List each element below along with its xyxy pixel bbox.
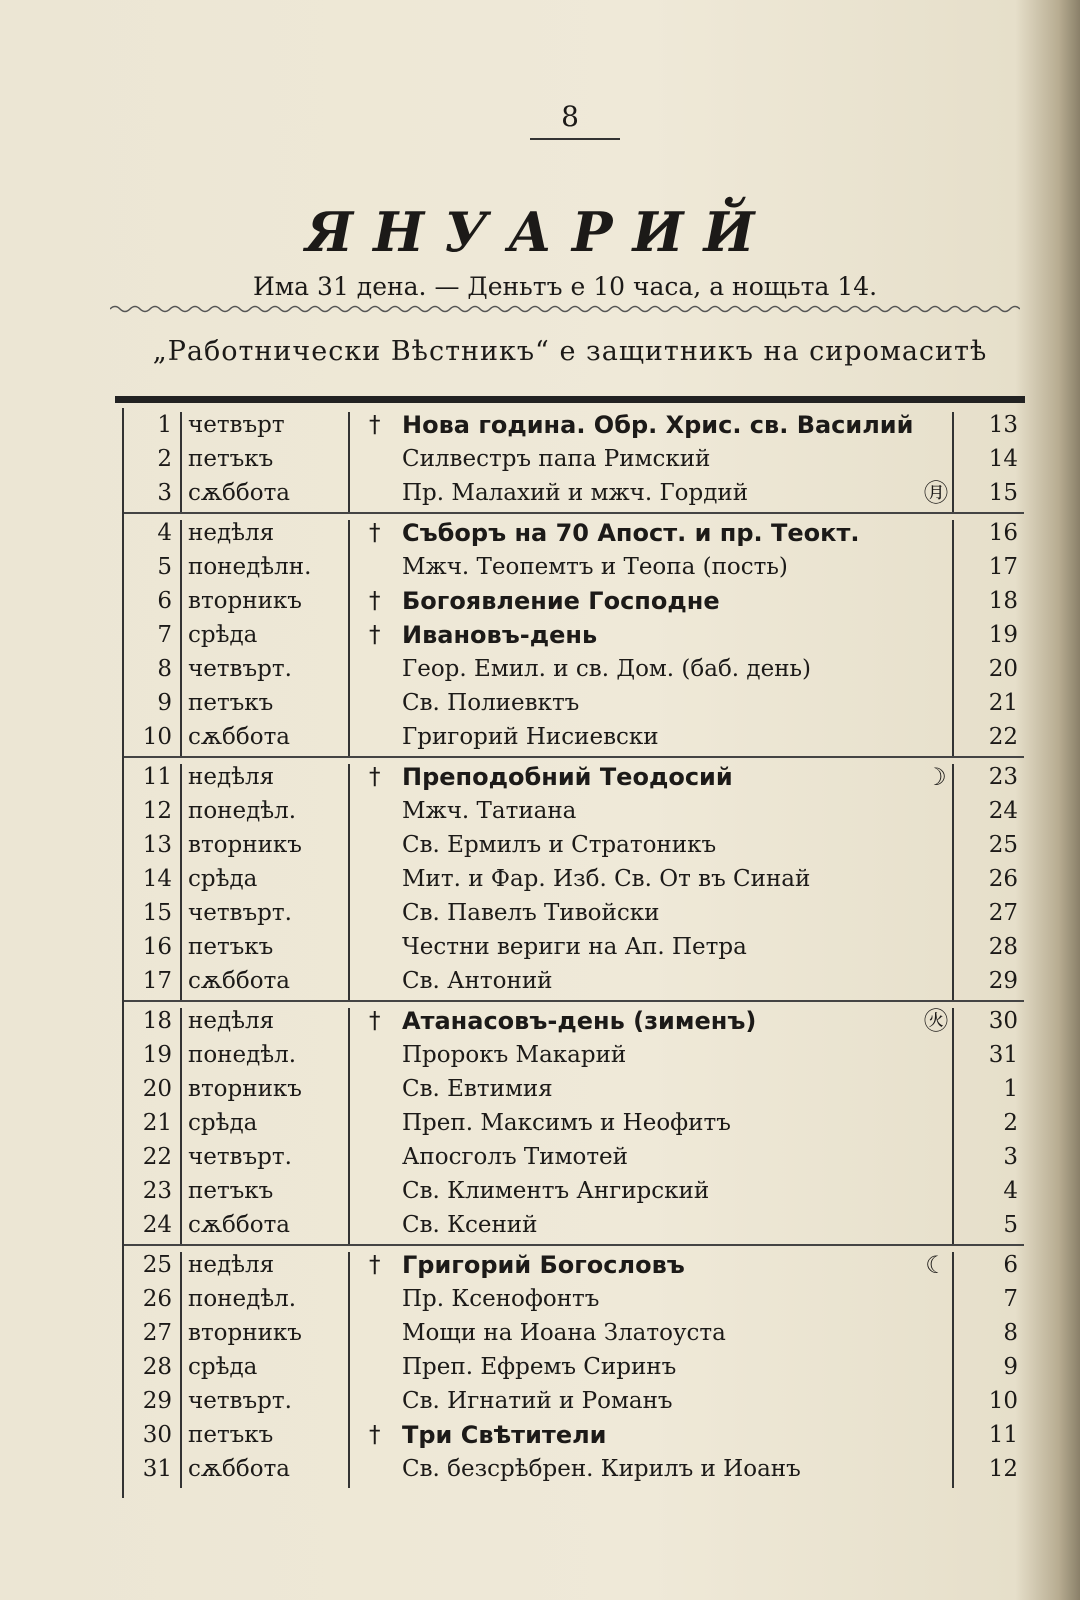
calendar-row — [124, 618, 1024, 652]
old-style-date: 17 — [988, 554, 1018, 580]
old-style-date: 5 — [1003, 1212, 1018, 1238]
calendar-row — [124, 652, 1024, 686]
weekday: вторникъ — [188, 1320, 302, 1346]
old-style-date: 3 — [1003, 1144, 1018, 1170]
weekday: вторникъ — [188, 1076, 302, 1102]
saint-event: Св. безсрѣбрен. Кирилъ и Иоанъ — [402, 1456, 801, 1482]
day-number: 1 — [157, 412, 172, 438]
feast-cross: † — [369, 588, 381, 614]
weekday: сѫббота — [188, 480, 291, 506]
feast-cross: † — [369, 412, 381, 438]
saint-event: Мжч. Татиана — [402, 798, 577, 824]
saint-event: Ивановъ-день — [402, 621, 598, 649]
day-number: 10 — [142, 724, 172, 750]
weekday: понедѣл. — [188, 1286, 297, 1312]
feast-cross: † — [369, 1422, 381, 1448]
day-number: 27 — [142, 1320, 172, 1346]
slogan: „Работнически Вѣстникъ“ е защитникъ на сиромаситѣ — [152, 336, 988, 367]
week-separator — [124, 756, 1024, 758]
old-style-date: 30 — [988, 1008, 1018, 1034]
saint-event: Св. Евтимия — [402, 1076, 553, 1102]
saint-event: Апосголъ Тимотей — [402, 1144, 629, 1170]
weekday: недѣля — [188, 520, 275, 546]
weekday: сѫббота — [188, 968, 291, 994]
old-style-date: 26 — [988, 866, 1018, 892]
calendar-row — [124, 1106, 1024, 1140]
weekday: четвърт. — [188, 900, 292, 926]
calendar-row — [124, 1418, 1024, 1452]
moon-phase-icon: ☾ — [925, 1251, 947, 1279]
calendar-row — [124, 1452, 1024, 1486]
old-style-date: 4 — [1003, 1178, 1018, 1204]
saint-event: Богоявление Господне — [402, 587, 720, 615]
saint-event: Три Свѣтители — [402, 1421, 607, 1449]
day-number: 23 — [142, 1178, 172, 1204]
day-number: 16 — [142, 934, 172, 960]
old-style-date: 2 — [1003, 1110, 1018, 1136]
weekday: вторникъ — [188, 832, 302, 858]
old-style-date: 29 — [988, 968, 1018, 994]
page-number: 8 — [561, 100, 579, 133]
week-separator — [124, 1244, 1024, 1246]
week-separator — [124, 512, 1024, 514]
old-style-date: 15 — [988, 480, 1018, 506]
calendar-row — [124, 442, 1024, 476]
day-number: 18 — [142, 1008, 172, 1034]
month-subtitle: Има 31 дена. — Деньтъ е 10 часа, а нощьта 14. — [252, 272, 878, 301]
weekday-divider — [180, 1252, 182, 1488]
day-number: 13 — [142, 832, 172, 858]
old-style-date: 28 — [988, 934, 1018, 960]
saint-event: Св. Климентъ Ангирский — [402, 1178, 710, 1204]
day-number: 6 — [157, 588, 172, 614]
weekday: петъкъ — [188, 934, 274, 960]
weekday: понедѣл. — [188, 1042, 297, 1068]
old-style-date: 13 — [988, 412, 1018, 438]
day-number: 19 — [142, 1042, 172, 1068]
day-number: 11 — [142, 764, 172, 790]
saint-event: Григорий Нисиевски — [402, 724, 659, 750]
day-number: 15 — [142, 900, 172, 926]
saint-event: Св. Игнатий и Романъ — [402, 1388, 673, 1414]
feast-cross: † — [369, 1008, 381, 1034]
saint-event: Св. Полиевктъ — [402, 690, 580, 716]
saint-event: Св. Ермилъ и Стратоникъ — [402, 832, 717, 858]
weekday-divider — [180, 412, 182, 512]
day-number: 20 — [142, 1076, 172, 1102]
saint-event: Честни вериги на Ап. Петра — [402, 934, 747, 960]
calendar-row — [124, 1038, 1024, 1072]
wavy-divider — [110, 302, 1020, 316]
feast-cross: † — [369, 520, 381, 546]
date-divider — [952, 1008, 954, 1244]
calendar-row — [124, 862, 1024, 896]
day-number: 2 — [157, 446, 172, 472]
day-number: 25 — [142, 1252, 172, 1278]
old-style-date: 25 — [988, 832, 1018, 858]
event-divider — [348, 1008, 350, 1244]
saint-event: Мжч. Теопемтъ и Теопа (пость) — [402, 554, 788, 580]
weekday: недѣля — [188, 1252, 275, 1278]
calendar-row — [124, 760, 1024, 794]
old-style-date: 27 — [988, 900, 1018, 926]
old-style-date: 12 — [988, 1456, 1018, 1482]
day-number: 28 — [142, 1354, 172, 1380]
weekday: петъкъ — [188, 690, 274, 716]
saint-event: Григорий Богословъ — [402, 1251, 685, 1279]
old-style-date: 10 — [988, 1388, 1018, 1414]
weekday: петъкъ — [188, 1422, 274, 1448]
saint-event: Нова година. Обр. Хрис. св. Василий — [402, 411, 914, 439]
date-divider — [952, 1252, 954, 1488]
weekday: вторникъ — [188, 588, 302, 614]
day-number: 3 — [157, 480, 172, 506]
calendar-row — [124, 476, 1024, 510]
old-style-date: 20 — [988, 656, 1018, 682]
old-style-date: 6 — [1003, 1252, 1018, 1278]
weekday: петъкъ — [188, 1178, 274, 1204]
day-number: 14 — [142, 866, 172, 892]
old-style-date: 23 — [988, 764, 1018, 790]
old-style-date: 19 — [988, 622, 1018, 648]
weekday: четвърт. — [188, 1388, 292, 1414]
date-divider — [952, 520, 954, 756]
weekday: понедѣл. — [188, 798, 297, 824]
old-style-date: 8 — [1003, 1320, 1018, 1346]
day-number: 5 — [157, 554, 172, 580]
date-divider — [952, 412, 954, 512]
day-number: 22 — [142, 1144, 172, 1170]
weekday-divider — [180, 520, 182, 756]
day-number: 17 — [142, 968, 172, 994]
old-style-date: 22 — [988, 724, 1018, 750]
moon-phase-icon: ☽ — [925, 763, 947, 791]
weekday: четвърт — [188, 412, 285, 438]
event-divider — [348, 764, 350, 1000]
old-style-date: 16 — [988, 520, 1018, 546]
event-divider — [348, 1252, 350, 1488]
weekday: срѣда — [188, 866, 258, 892]
weekday: недѣля — [188, 764, 275, 790]
saint-event: Преп. Максимъ и Неофитъ — [402, 1110, 731, 1136]
old-style-date: 21 — [988, 690, 1018, 716]
calendar-row — [124, 1174, 1024, 1208]
saint-event: Силвестръ папа Римский — [402, 446, 711, 472]
calendar-row — [124, 964, 1024, 998]
saint-event: Св. Антоний — [402, 968, 553, 994]
day-number: 29 — [142, 1388, 172, 1414]
calendar-row — [124, 584, 1024, 618]
calendar-row — [124, 1248, 1024, 1282]
calendar-row — [124, 408, 1024, 442]
calendar-row — [124, 516, 1024, 550]
moon-phase-icon: ㊊ — [924, 479, 948, 507]
page-number-rule — [530, 138, 620, 140]
old-style-date: 18 — [988, 588, 1018, 614]
weekday: срѣда — [188, 1110, 258, 1136]
calendar-row — [124, 1140, 1024, 1174]
month-title: ЯНУАРИЙ — [305, 200, 775, 264]
saint-event: Св. Ксений — [402, 1212, 538, 1238]
old-style-date: 1 — [1003, 1076, 1018, 1102]
day-number: 31 — [142, 1456, 172, 1482]
old-style-date: 31 — [988, 1042, 1018, 1068]
saint-event: Преподобний Теодосий — [402, 763, 733, 791]
calendar-row — [124, 794, 1024, 828]
saint-event: Пророкъ Макарий — [402, 1042, 627, 1068]
calendar-row — [124, 550, 1024, 584]
weekday: срѣда — [188, 622, 258, 648]
weekday: четвърт. — [188, 1144, 292, 1170]
calendar-row — [124, 828, 1024, 862]
day-number: 8 — [157, 656, 172, 682]
saint-event: Пр. Малахий и мжч. Гордий — [402, 480, 749, 506]
day-number: 24 — [142, 1212, 172, 1238]
saint-event: Съборъ на 70 Апост. и пр. Теокт. — [402, 519, 860, 547]
saint-event: Геор. Емил. и св. Дом. (баб. день) — [402, 656, 812, 682]
day-number: 7 — [157, 622, 172, 648]
calendar-row — [124, 1282, 1024, 1316]
week-separator — [124, 1000, 1024, 1002]
calendar-row — [124, 686, 1024, 720]
weekday: четвърт. — [188, 656, 292, 682]
date-divider — [952, 764, 954, 1000]
old-style-date: 11 — [988, 1422, 1018, 1448]
moon-phase-icon: ㊋ — [924, 1007, 948, 1035]
weekday: петъкъ — [188, 446, 274, 472]
saint-event: Мит. и Фар. Изб. Св. От въ Синай — [402, 866, 811, 892]
day-number: 4 — [157, 520, 172, 546]
calendar-row — [124, 720, 1024, 754]
calendar-row — [124, 1072, 1024, 1106]
old-style-date: 7 — [1003, 1286, 1018, 1312]
saint-event: Св. Павелъ Тивойски — [402, 900, 660, 926]
calendar-row — [124, 1384, 1024, 1418]
weekday-divider — [180, 1008, 182, 1244]
day-number: 26 — [142, 1286, 172, 1312]
day-number: 21 — [142, 1110, 172, 1136]
weekday: недѣля — [188, 1008, 275, 1034]
calendar-row — [124, 896, 1024, 930]
weekday: сѫббота — [188, 1456, 291, 1482]
old-style-date: 14 — [988, 446, 1018, 472]
weekday-divider — [180, 764, 182, 1000]
calendar-row — [124, 1316, 1024, 1350]
weekday: сѫббота — [188, 724, 291, 750]
saint-event: Пр. Ксенофонтъ — [402, 1286, 600, 1312]
weekday: сѫббота — [188, 1212, 291, 1238]
feast-cross: † — [369, 1252, 381, 1278]
calendar-table — [122, 408, 1024, 1498]
weekday: срѣда — [188, 1354, 258, 1380]
calendar-row — [124, 1350, 1024, 1384]
old-style-date: 24 — [988, 798, 1018, 824]
event-divider — [348, 412, 350, 512]
day-number: 9 — [157, 690, 172, 716]
day-number: 30 — [142, 1422, 172, 1448]
table-top-rule — [115, 396, 1025, 403]
feast-cross: † — [369, 764, 381, 790]
weekday: понедѣлн. — [188, 554, 312, 580]
calendar-row — [124, 1208, 1024, 1242]
calendar-row — [124, 1004, 1024, 1038]
calendar-row — [124, 930, 1024, 964]
old-style-date: 9 — [1003, 1354, 1018, 1380]
saint-event: Преп. Ефремъ Сиринъ — [402, 1354, 677, 1380]
saint-event: Мощи на Иоана Златоуста — [402, 1320, 726, 1346]
saint-event: Атанасовъ-день (зименъ) — [402, 1007, 757, 1035]
day-number: 12 — [142, 798, 172, 824]
event-divider — [348, 520, 350, 756]
feast-cross: † — [369, 622, 381, 648]
